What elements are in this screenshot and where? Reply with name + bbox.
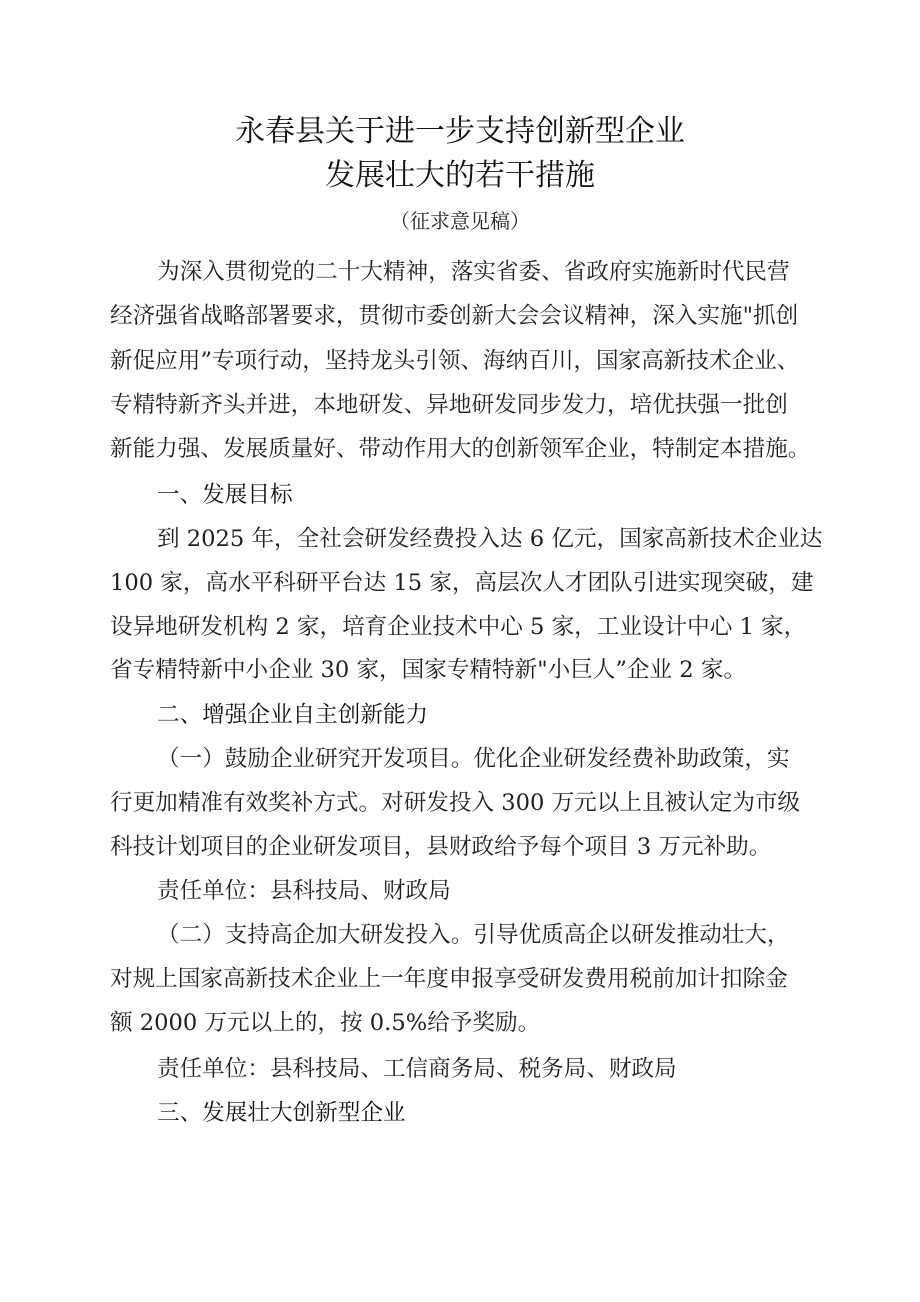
section-1-line: 设异地研发机构 2 家，培育企业技术中心 5 家，工业设计中心 1 家， bbox=[110, 614, 807, 640]
section-2-item-1-line: （一）鼓励企业研究开发项目。优化企业研发经费补助政策，实 bbox=[157, 746, 790, 772]
intro-line: 经济强省战略部署要求，贯彻市委创新大会会议精神，深入实施"抓创 bbox=[110, 303, 799, 329]
section-2-item-1-line: 科技计划项目的企业研发项目，县财政给予每个项目 3 万元补助。 bbox=[110, 834, 772, 860]
section-2-item-1-responsibility: 责任单位：县科技局、财政局 bbox=[157, 878, 451, 904]
section-2-item-2-line: 额 2000 万元以上的，按 0.5%给予奖励。 bbox=[110, 1010, 541, 1036]
section-2-item-2-line: 对规上国家高新技术企业上一年度申报享受研发费用税前加计扣除金 bbox=[110, 966, 788, 992]
section-2-item-2-responsibility: 责任单位：县科技局、工信商务局、税务局、财政局 bbox=[157, 1056, 677, 1082]
intro-line: 为深入贯彻党的二十大精神，落实省委、省政府实施新时代民营 bbox=[157, 259, 790, 285]
intro-line: 新促应用”专项行动，坚持龙头引领、海纳百川，国家高新技术企业、 bbox=[110, 348, 800, 374]
section-2-heading: 二、增强企业自主创新能力 bbox=[157, 702, 429, 728]
section-2-item-1-line: 行更加精准有效奖补方式。对研发投入 300 万元以上且被认定为市级 bbox=[110, 790, 801, 816]
document-title-line-1: 永春县关于进一步支持创新型企业 bbox=[235, 114, 685, 149]
section-1-line: 省专精特新中小企业 30 家，国家专精特新"小巨人”企业 2 家。 bbox=[110, 657, 747, 683]
section-1-line: 到 2025 年，全社会研发经费投入达 6 亿元，国家高新技术企业达 bbox=[157, 526, 823, 552]
section-2-item-2-line: （二）支持高企加大研发投入。引导优质高企以研发推动壮大， bbox=[157, 922, 790, 948]
intro-line: 专精特新齐头并进，本地研发、异地研发同步发力，培优扶强一批创 bbox=[110, 392, 788, 418]
document-title-line-2: 发展壮大的若干措施 bbox=[325, 158, 595, 193]
document-subtitle: （征求意见稿） bbox=[390, 209, 530, 233]
section-1-heading: 一、发展目标 bbox=[157, 482, 293, 508]
intro-line: 新能力强、发展质量好、带动作用大的创新领军企业，特制定本措施。 bbox=[110, 436, 811, 462]
section-1-line: 100 家，高水平科研平台达 15 家，高层次人才团队引进实现突破，建 bbox=[110, 570, 814, 596]
section-3-heading: 三、发展壮大创新型企业 bbox=[157, 1100, 406, 1126]
